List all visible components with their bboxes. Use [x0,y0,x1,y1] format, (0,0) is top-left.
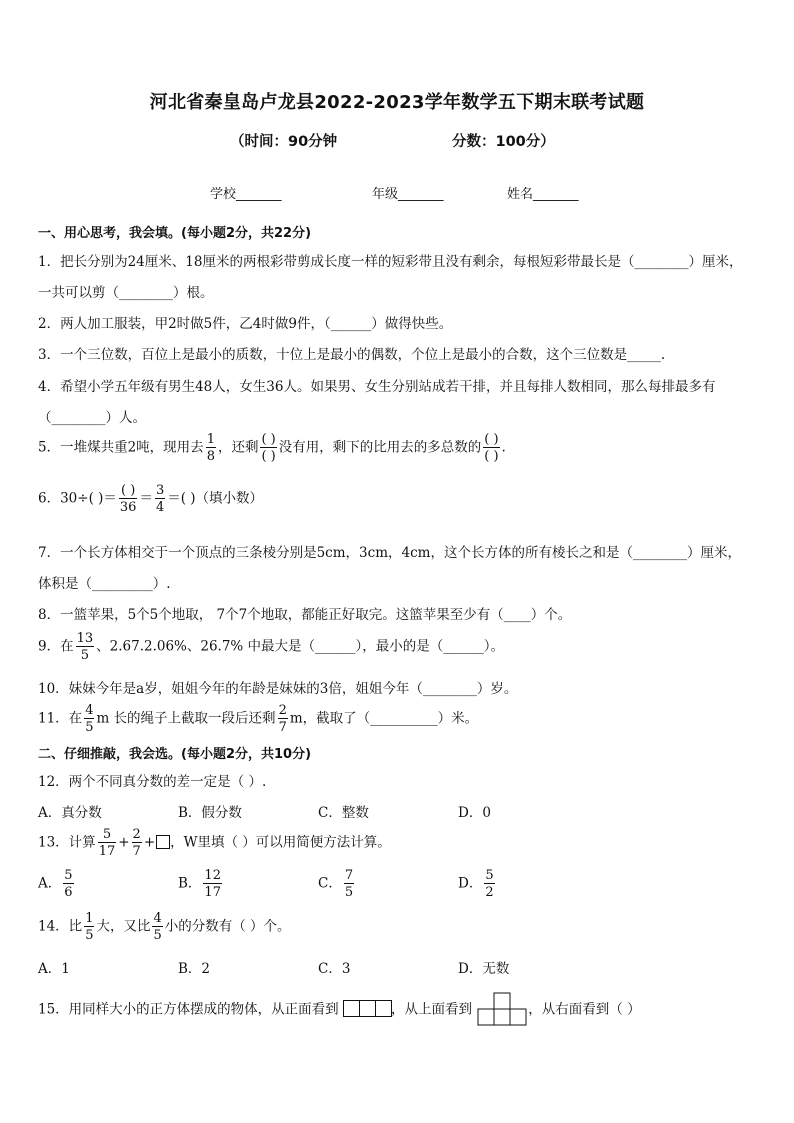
q12-option-a[interactable]: A．真分数 [38,805,102,821]
q13-plus-2: + [143,834,156,851]
q14-text-a: 14．比 [38,918,83,935]
question-5 [38,433,506,463]
q14-fraction-1: $\frac{1}{5}$ [85,911,94,943]
question-3: 3．一个三位数，百位上是最小的质数，十位上是最小的偶数，个位上是最小的合数，这个三位数是_____. [38,347,666,363]
question-10: 10．妹妹今年是a岁，姐姐今年的年龄是妹妹的3倍，姐姐今年（________）岁。 [38,681,518,697]
q13-option-c-fraction: $\frac{7}{5}$ [344,868,354,900]
name-field[interactable]: 姓名_______ [507,187,579,202]
q13-text-b: ，W里填（ ）可以用简便方法计算。 [170,834,391,851]
q13-option-d-label: D． [458,875,483,892]
front-view-figure [343,1000,391,1021]
question-4-line-1: 4．希望小学五年级有男生48人，女生36人。如果男、女生分别站成若干排，并且每排人数相同，那么每排最多有 [38,379,716,395]
q11-text-b: m 长的绳子上截取一段后还剩 [96,710,276,727]
q13-option-c[interactable] [318,869,356,899]
q9-text-b: 、2.67.2.06%、26.7% 中最大是（______），最小的是（______）。 [96,638,505,655]
q13-option-a[interactable] [38,869,76,899]
question-11 [38,704,478,734]
q13-option-d[interactable] [458,869,497,899]
question-1-line-1: 1．把长分别为24厘米、18厘米的两根彩带剪成长度一样的短彩带且没有剩余，每根短彩带最长是（________）厘米， [38,254,743,270]
q11-text-c: m，截取了（__________）米。 [289,710,479,727]
question-7-line-1: 7．一个长方体相交于一个顶点的三条棱分别是5cm，3cm，4cm，这个长方体的所有棱长之和是（________）厘米， [38,545,741,561]
q5-text-c: 没有用，剩下的比用去的多总数的 [278,439,482,456]
exam-time: （时间：90分钟 [230,134,338,150]
question-9 [38,632,504,662]
q6-text-a: 6．30÷( )＝ [38,490,117,507]
q13-option-b-label: B． [178,875,202,892]
q13-text-a: 13．计算 [38,834,96,851]
top-view-figure [476,992,528,1028]
question-4-line-2: （________）人。 [38,410,146,426]
q13-fraction-2: $\frac{2}{7}$ [132,827,141,859]
q6-fraction-2: $\frac{3}{4}$ [155,483,165,515]
question-1-line-2: 一共可以剪（________）根。 [38,285,214,301]
q14-text-b: 大，又比 [96,918,151,935]
q12-option-b[interactable]: B．假分数 [178,805,242,821]
q9-fraction: $\frac{13}{5}$ [76,631,94,663]
q15-text-a: 15．用同样大小的正方体摆成的物体，从正面看到 [38,1001,339,1018]
q5-text-d: . [501,439,506,456]
q14-fraction-2: $\frac{4}{5}$ [153,911,162,943]
section-1-heading: 一、用心思考，我会填。(每小题2分，共22分) [38,226,312,241]
blank-square-icon [156,835,170,849]
q14-option-b[interactable]: B．2 [178,961,211,977]
q13-option-b[interactable] [178,869,224,899]
question-2: 2．两人加工服装，甲2时做5件，乙4时做9件，（______）做得快些。 [38,316,453,332]
q14-option-d[interactable]: D．无数 [458,961,510,977]
q14-text-c: 小的分数有（ ）个。 [164,918,291,935]
school-field[interactable]: 学校_______ [210,187,282,202]
grade-field[interactable]: 年级_______ [372,187,444,202]
q15-text-b: ，从上面看到 [390,1001,472,1018]
q5-text-b: ，还剩 [217,439,259,456]
question-15 [38,992,641,1028]
q12-option-d[interactable]: D．0 [458,805,491,821]
q14-option-c[interactable]: C．3 [318,961,351,977]
q11-text-a: 11．在 [38,710,83,727]
question-6 [38,484,263,514]
question-8: 8．一篮苹果，5个5个地取， 7个7个地取，都能正好取完。这篮苹果至少有（____）个。 [38,607,572,623]
question-13 [38,828,391,858]
page-title: 河北省秦皇岛卢龙县2022-2023学年数学五下期末联考试题 [149,92,645,113]
q5-fraction-3: $\frac{( )}{( )}$ [484,432,499,464]
question-14 [38,912,291,942]
q13-option-a-label: A． [38,875,62,892]
q13-option-c-label: C． [318,875,342,892]
q13-fraction-1: $\frac{5}{17}$ [98,827,116,859]
q13-option-d-fraction: $\frac{5}{2}$ [485,868,494,900]
question-7-line-2: 体积是（_________）. [38,576,171,592]
q5-fraction-2: $\frac{( )}{( )}$ [261,432,276,464]
q11-fraction-1: $\frac{4}{5}$ [85,703,94,735]
exam-score: 分数：100分） [452,134,555,150]
q12-option-c[interactable]: C．整数 [318,805,369,821]
q5-fraction-1: $\frac{1}{8}$ [206,432,215,464]
q5-text-a: 5．一堆煤共重2吨，现用去 [38,439,204,456]
q6-text-b: ＝( )（填小数） [167,490,264,507]
q13-plus-1: + [118,834,130,851]
q6-fraction-1: $\frac{( )}{36}$ [119,483,137,515]
q13-option-b-fraction: $\frac{12}{17}$ [204,868,221,900]
q6-equals: ＝ [139,490,153,507]
q9-text-a: 9．在 [38,638,74,655]
q15-text-c: ，从右面看到（ ） [528,1001,641,1018]
q11-fraction-2: $\frac{2}{7}$ [278,703,287,735]
q14-option-a[interactable]: A．1 [38,961,70,977]
question-12: 12．两个不同真分数的差一定是（ ）. [38,774,267,790]
section-2-heading: 二、仔细推敲，我会选。(每小题2分，共10分) [38,747,312,762]
q13-option-a-fraction: $\frac{5}{6}$ [64,868,73,900]
